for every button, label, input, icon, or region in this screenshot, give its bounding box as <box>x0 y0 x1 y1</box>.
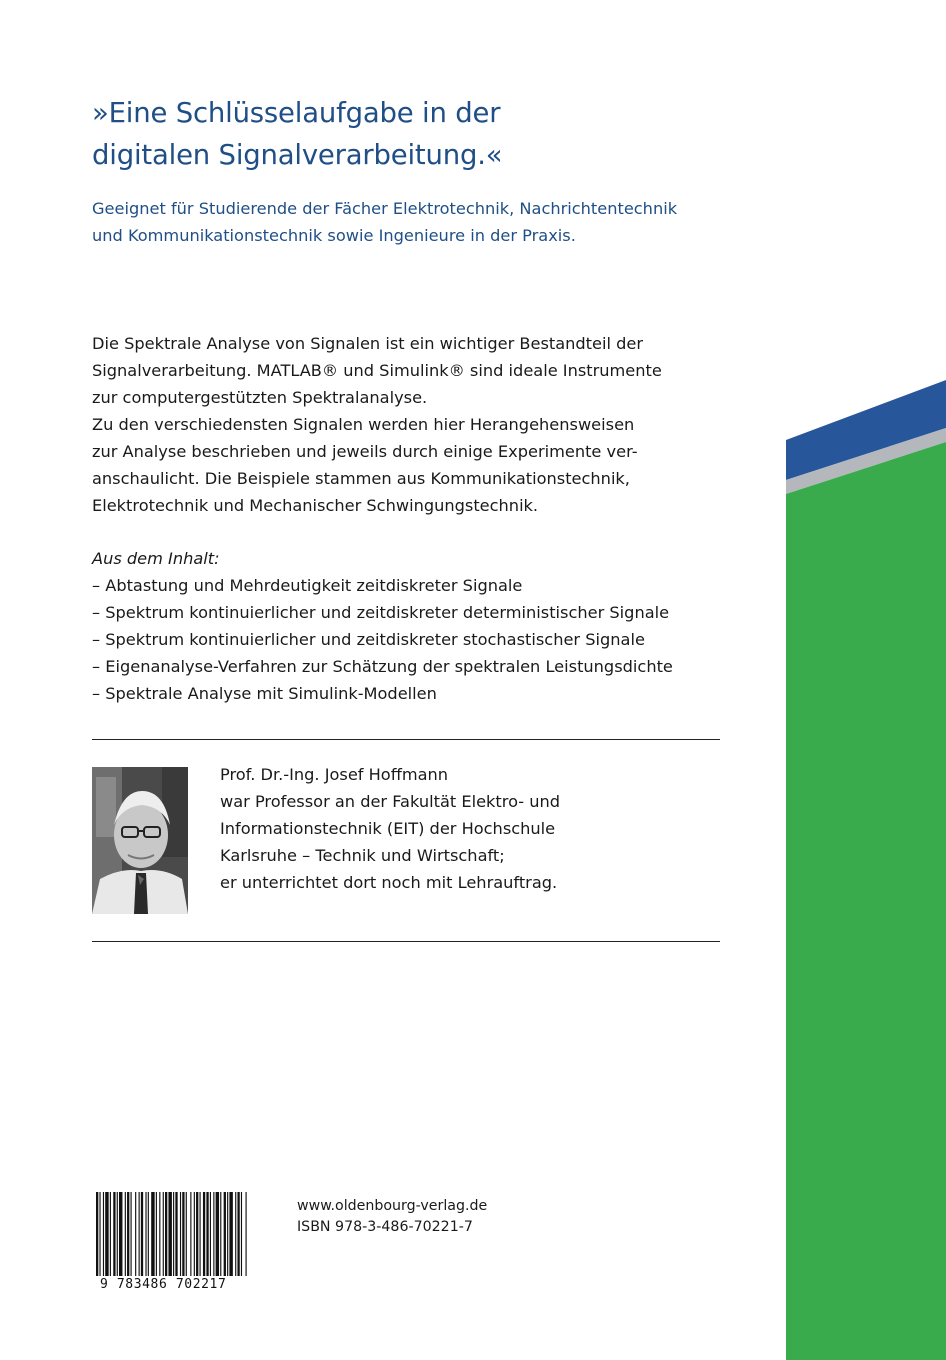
description-line: Signalverarbeitung. MATLAB® und Simulink® sind ideale Instrumente <box>92 361 662 380</box>
barcode-bar <box>168 1192 171 1276</box>
barcode-bar <box>194 1192 195 1276</box>
description-line: Elektrotechnik und Mechanischer Schwingungstechnik. <box>92 496 539 515</box>
contents-item: – Spektrum kontinuierlicher und zeitdiskreter deterministischer Signale <box>92 603 670 622</box>
contents-item: – Abtastung und Mehrdeutigkeit zeitdiskreter Signale <box>92 576 523 595</box>
barcode-bar <box>110 1192 111 1276</box>
barcode-bar <box>200 1192 201 1276</box>
divider-top <box>92 739 720 740</box>
author-bio-line: Karlsruhe – Technik und Wirtschaft; <box>220 846 505 865</box>
author-photo <box>92 767 188 914</box>
contents-item: – Spektrale Analyse mit Simulink-Modellen <box>92 684 437 703</box>
contents-list <box>92 545 752 707</box>
barcode-bar <box>229 1192 232 1276</box>
barcode-bar <box>227 1192 228 1276</box>
quote-line: »Eine Schlüsselaufgabe in der <box>92 97 501 129</box>
author-bio-line: er unterrichtet dort noch mit Lehrauftrag. <box>220 873 558 892</box>
cover-color-band <box>786 380 946 1360</box>
barcode-bar <box>139 1192 140 1276</box>
barcode-bar <box>180 1192 181 1276</box>
audience-line: Geeignet für Studierende der Fächer Elektrotechnik, Nachrichtentechnik <box>92 199 678 218</box>
barcode-bar <box>151 1192 154 1276</box>
barcode-bar <box>190 1192 191 1276</box>
barcode-bar <box>96 1192 98 1276</box>
contents-item: – Eigenanalyse-Verfahren zur Schätzung der spektralen Leistungsdichte <box>92 657 673 676</box>
barcode-bar <box>163 1192 164 1276</box>
barcode-bar <box>173 1192 174 1276</box>
barcode-bar <box>119 1192 122 1276</box>
barcode-bar <box>125 1192 126 1276</box>
barcode-bar <box>175 1192 177 1276</box>
barcode-bar <box>241 1192 242 1276</box>
audience-line: und Kommunikationstechnik sowie Ingenieure in der Praxis. <box>92 226 576 245</box>
barcode-bar <box>237 1192 239 1276</box>
barcode-bar <box>224 1192 226 1276</box>
barcode-bar <box>159 1192 160 1276</box>
contents-heading: Aus dem Inhalt: <box>92 549 220 568</box>
publisher-website: www.oldenbourg-verlag.de <box>297 1198 488 1214</box>
isbn-number: ISBN 978-3-486-70221-7 <box>297 1219 473 1235</box>
description-line: Die Spektrale Analyse von Signalen ist ein wichtiger Bestandteil der <box>92 334 644 353</box>
barcode-bar <box>156 1192 157 1276</box>
barcode-digits: 9 783486 702217 <box>100 1277 227 1292</box>
barcode-bar <box>182 1192 184 1276</box>
barcode-bar <box>131 1192 132 1276</box>
barcode-bar <box>127 1192 129 1276</box>
author-bio <box>220 761 720 896</box>
barcode-bar <box>210 1192 211 1276</box>
barcode-bar <box>135 1192 136 1276</box>
author-name: Prof. Dr.-Ing. Josef Hoffmann <box>220 765 449 784</box>
barcode-bar <box>113 1192 115 1276</box>
description-line: anschaulicht. Die Beispiele stammen aus Kommunikationstechnik, <box>92 469 630 488</box>
green-band <box>786 442 946 1360</box>
barcode-bar <box>220 1192 221 1276</box>
barcode-bar <box>216 1192 219 1276</box>
barcode-bar <box>246 1192 247 1276</box>
divider-bottom <box>92 941 720 942</box>
barcode-bar <box>213 1192 214 1276</box>
barcode-bar <box>203 1192 205 1276</box>
barcode-bar <box>186 1192 187 1276</box>
description-line: zur Analyse beschrieben und jeweils durch einige Experimente ver- <box>92 442 638 461</box>
barcode-bar <box>235 1192 236 1276</box>
description-line: zur computergestützten Spektralanalyse. <box>92 388 428 407</box>
author-portrait-image <box>92 767 188 914</box>
quote-line: digitalen Signalverarbeitung.« <box>92 139 503 171</box>
publisher-info <box>297 1196 487 1238</box>
barcode-bar <box>141 1192 143 1276</box>
barcode-bar <box>105 1192 108 1276</box>
description <box>92 330 752 519</box>
description-line: Zu den verschiedensten Signalen werden hier Herangehensweisen <box>92 415 635 434</box>
barcode-bar <box>148 1192 149 1276</box>
contents-item: – Spektrum kontinuierlicher und zeitdiskreter stochastischer Signale <box>92 630 645 649</box>
barcode-bar <box>145 1192 146 1276</box>
barcode-bar <box>196 1192 198 1276</box>
cover-quote <box>92 92 732 176</box>
barcode-bar <box>165 1192 167 1276</box>
barcode-bar <box>117 1192 118 1276</box>
barcode-bar <box>206 1192 208 1276</box>
barcode-bar <box>103 1192 104 1276</box>
author-bio-line: Informationstechnik (EIT) der Hochschule <box>220 819 556 838</box>
author-bio-line: war Professor an der Fakultät Elektro- und <box>220 792 561 811</box>
audience-statement <box>92 195 752 249</box>
barcode-bar <box>99 1192 100 1276</box>
